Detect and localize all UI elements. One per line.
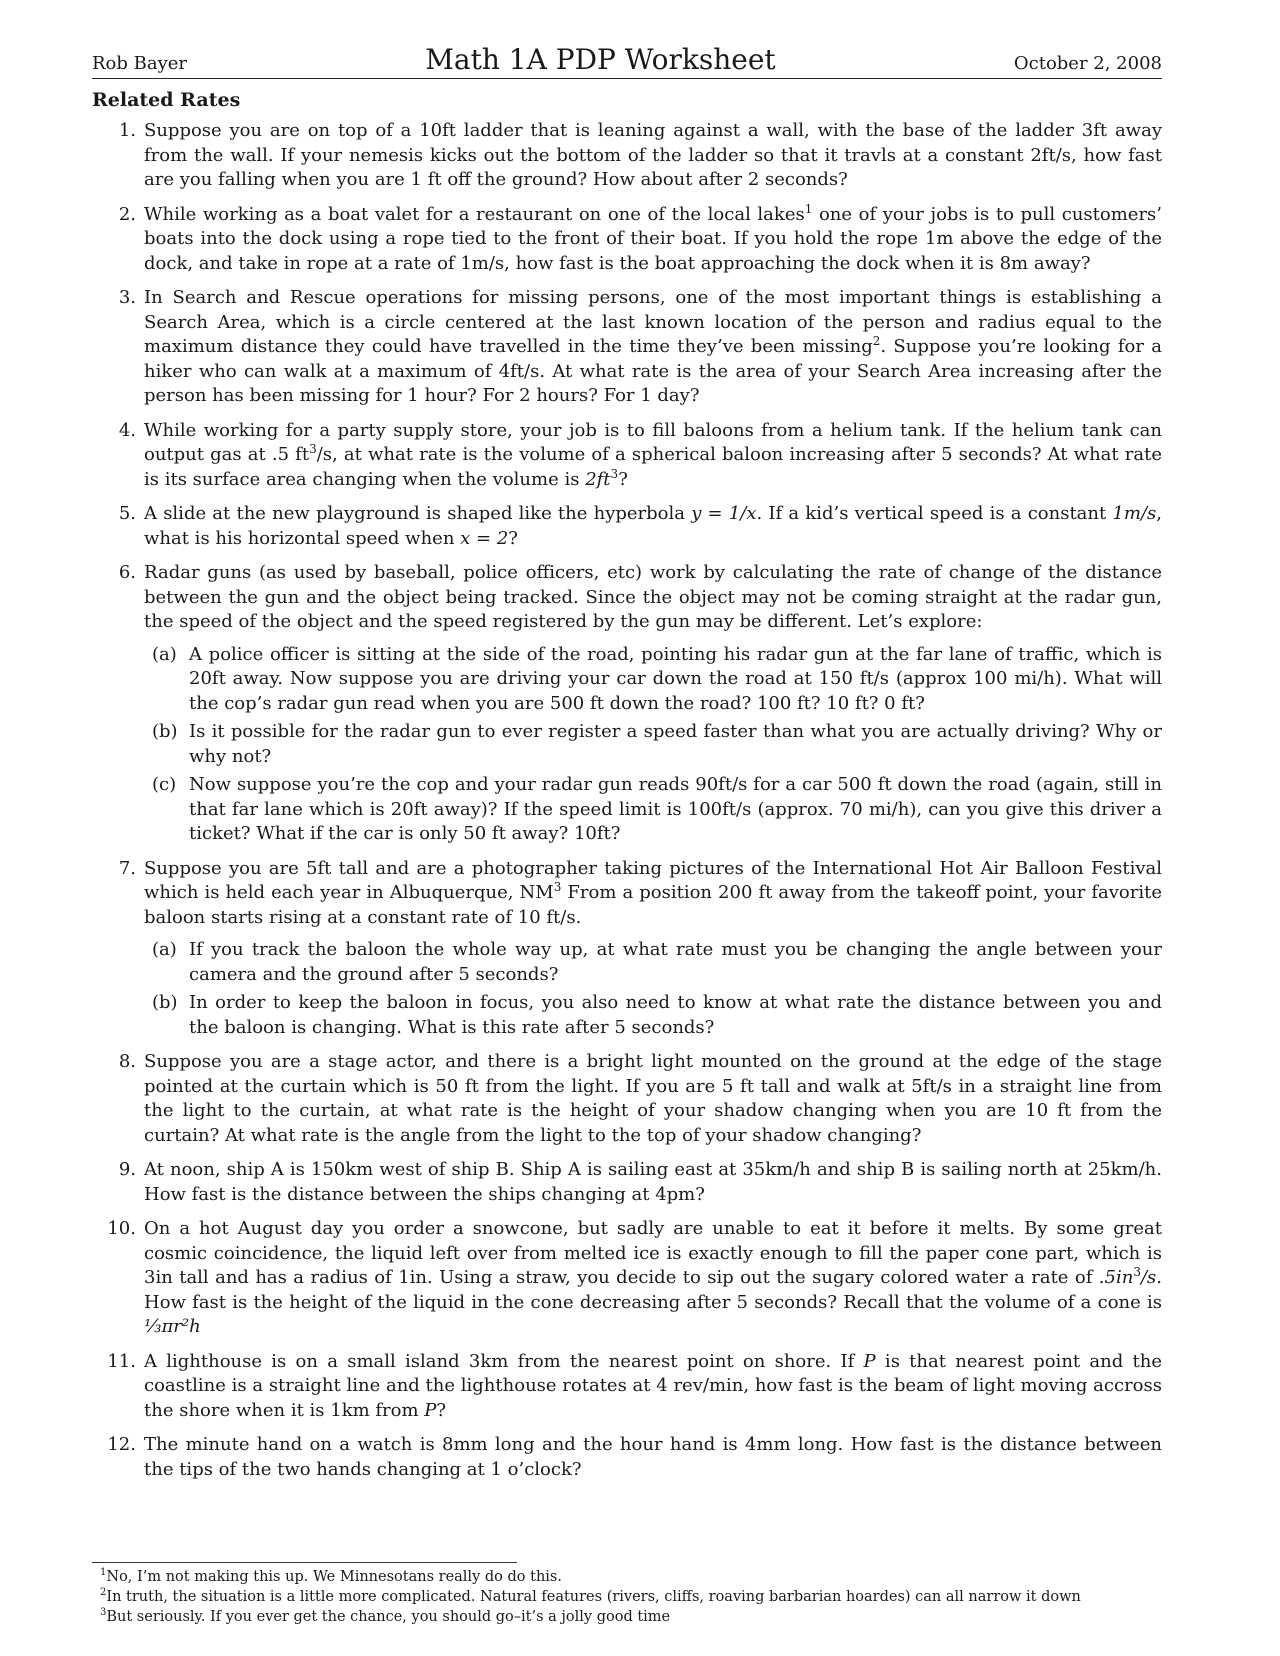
math-expression: x = 2 xyxy=(460,527,509,549)
subpart-text: Now suppose you’re the cop and your radar gun reads 90ft/s for a car 500 ft down the road (again, still in that far lane which is 20ft away)? If the speed limit is 100ft/s (approx. 70 mi/h), can you give this driver a ticket? What if the car is only 50 ft away? 10ft? xyxy=(189,774,1162,844)
problem-text: Radar guns (as used by baseball, police officers, etc) work by calculating the rate of change of the distance between the gun and the object being tracked. Since the object may not be coming straight at the radar gun, the speed of the object and the speed registered by the gun may be different. Let’s explore: xyxy=(144,562,1162,632)
problem-number: 5. xyxy=(118,503,136,524)
exponent: 3 xyxy=(309,442,317,456)
footnote-text: But seriously. If you ever get the chance, you should go–it’s a jolly good time xyxy=(106,1609,671,1625)
problem-text-cont: is that nearest point and the coastline is a straight line and the lighthouse rotates at 4 rev/min, how fast is the beam of light moving accross the shore when it is 1km from xyxy=(144,1350,1162,1421)
problem-text: While working for a party supply store, your job is to fill baloons from a helium tank. If the helium tank can output gas at .5 ft xyxy=(144,419,1162,465)
subpart-a xyxy=(144,643,1162,717)
math-expression: P xyxy=(424,1399,437,1421)
problem-number: 11. xyxy=(107,1350,136,1372)
subpart-c xyxy=(144,773,1162,847)
subpart-label: (a) xyxy=(152,643,177,665)
subpart-list xyxy=(144,643,1162,847)
problem-3 xyxy=(92,286,1162,409)
math-expression: /s xyxy=(1140,1267,1157,1288)
problem-5 xyxy=(92,502,1162,551)
problem-number: 8. xyxy=(118,1051,136,1072)
math-expression: 2ft xyxy=(585,468,611,490)
problem-12 xyxy=(92,1433,1162,1482)
cone-volume-formula: ⅓πr²h xyxy=(144,1316,201,1337)
problem-number: 6. xyxy=(118,562,136,583)
problem-number: 1. xyxy=(118,120,136,141)
problem-text: On a hot August day you order a snowcone, but sadly are unable to eat it before it melts. By some great cosmic coincidence, the liquid left over from melted ice is exactly enough to fill the paper cone part, which is 3in tall and has a radius of 1in. Using a straw, you decide to sip out the sugary colored water a rate of xyxy=(144,1218,1162,1288)
footnote-mark: 2 xyxy=(100,1587,107,1599)
subpart-label: (a) xyxy=(152,939,177,960)
footnote-mark: 1 xyxy=(100,1567,107,1579)
page-header xyxy=(92,38,1162,79)
footnote-text: In truth, the situation is a little more complicated. Natural features (rivers, cliffs, roaving barbarian hoardes) can all narrow it down xyxy=(106,1589,1081,1605)
problem-1 xyxy=(92,119,1162,193)
problem-text: At noon, ship A is 150km west of ship B. Ship A is sailing east at 35km/h and ship B is sailing north at 25km/h. How fast is the distance between the ships changing at 4pm? xyxy=(144,1159,1162,1205)
footnotes xyxy=(100,1567,1180,1627)
problem-text-cont: From a position 200 ft away from the takeoff point, your favorite baloon starts rising at a constant rate of 10 ft/s. xyxy=(144,882,1162,928)
problem-2 xyxy=(92,203,1162,277)
worksheet-title: Math 1A PDP Worksheet xyxy=(425,43,776,76)
problem-number: 9. xyxy=(118,1159,136,1180)
footnote-2 xyxy=(100,1587,1180,1607)
problem-text: The minute hand on a watch is 8mm long and the hour hand is 4mm long. How fast is the distance between the tips of the two hands changing at 1 o’clock? xyxy=(144,1434,1162,1480)
problem-text: A slide at the new playground is shaped like the hyperbola xyxy=(144,503,692,524)
problem-text: A lighthouse is on a small island 3km from the nearest point on shore. If xyxy=(144,1350,864,1372)
problem-text-cont: . Suppose you’re looking for a hiker who can walk at a maximum of 4ft/s. At what rate is the area of your Search Area increasing after the person has been missing for 1 hour? For 2 hours? For 1 day? xyxy=(144,336,1163,406)
worksheet-page xyxy=(92,38,1162,1492)
problem-8 xyxy=(92,1050,1162,1148)
problem-text: In Search and Rescue operations for missing persons, one of the most important things is establishing a Search Area, which is a circle centered at the last known location of the person and radius equal to the maximum distance they could have travelled in the time they’ve been missing xyxy=(144,287,1162,357)
problem-text-cont: , what is his horizontal speed when xyxy=(144,503,1162,549)
subpart-b xyxy=(144,720,1162,769)
problem-text-cont: . If a kid’s vertical speed is a constant xyxy=(756,503,1113,524)
problem-text: Suppose you are 5ft tall and are a photographer taking pictures of the International Hot Air Balloon Festival which is held each year in Albuquerque, NM xyxy=(144,857,1162,903)
footnote-ref: 1 xyxy=(804,201,813,216)
footnote-1 xyxy=(100,1567,1180,1587)
subpart-label: (b) xyxy=(152,721,178,742)
problem-number: 7. xyxy=(118,857,136,879)
problem-7 xyxy=(92,857,1162,1041)
problem-11 xyxy=(92,1350,1162,1424)
subpart-label: (c) xyxy=(152,774,177,795)
math-expression: .5in xyxy=(1098,1267,1134,1288)
problem-number: 2. xyxy=(118,203,136,225)
subpart-text: Is it possible for the radar gun to ever register a speed faster than what you are actually driving? Why or why not? xyxy=(189,721,1162,767)
subpart-text: A police officer is sitting at the side of the road, pointing his radar gun at the far lane of traffic, which is 20ft away. Now suppose you are driving your car down the road at 150 ft/s (approx 100 mi/h). What will the cop’s radar gun read when you are 500 ft down the road? 100 ft? 10 ft? 0 ft? xyxy=(189,643,1162,714)
problem-text: Suppose you are a stage actor, and there is a bright light mounted on the ground at the edge of the stage pointed at the curtain which is 50 ft from the light. If you are 5 ft tall and walk at 5ft/s in a straight line from the light to the curtain, at what rate is the height of your shadow changing when you are 10 ft from the curtain? At what rate is the angle from the light to the top of your shadow changing? xyxy=(144,1051,1162,1146)
section-title: Related Rates xyxy=(92,89,241,111)
author-name: Rob Bayer xyxy=(92,53,188,74)
problem-text-cont: one of your jobs is to pull customers’ boats into the dock using a rope tied to the front of their boat. If you hold the rope 1m above the edge of the dock, and take in rope at a rate of 1m/s, how fast is the boat approaching the dock when it is 8m away? xyxy=(144,203,1163,274)
math-expression: P xyxy=(863,1350,876,1372)
problem-text-cont: . How fast is the height of the liquid in the cone decreasing after 5 seconds? Recall that the volume of a cone is xyxy=(144,1267,1162,1313)
math-expression: 1m/s xyxy=(1112,503,1157,524)
problem-text-end: ? xyxy=(436,1399,447,1421)
problem-number: 4. xyxy=(118,419,136,441)
footnote-mark: 3 xyxy=(100,1607,107,1619)
footnote-ref: 2 xyxy=(872,334,881,348)
subpart-label: (b) xyxy=(152,992,178,1013)
problem-text-cont: /s, at what rate is the volume of a spherical baloon increasing after 5 seconds? At what rate is its surface area changing when the volume is xyxy=(144,444,1162,490)
footnote-ref: 3 xyxy=(553,880,562,894)
subpart-text: If you track the baloon the whole way up, at what rate must you be changing the angle between your camera and the ground after 5 seconds? xyxy=(189,939,1162,985)
subpart-text: In order to keep the baloon in focus, you also need to know at what rate the distance between you and the baloon is changing. What is this rate after 5 seconds? xyxy=(189,992,1162,1038)
subpart-a xyxy=(144,938,1162,987)
math-expression: y = 1/x xyxy=(691,503,757,524)
problem-6 xyxy=(92,561,1162,847)
footnote-text: No, I’m not making this up. We Minnesotans really do do this. xyxy=(106,1569,562,1585)
problem-text-end: ? xyxy=(508,527,518,549)
problem-text: Suppose you are on top of a 10ft ladder that is leaning against a wall, with the base of the ladder 3ft away from the wall. If your nemesis kicks out the bottom of the ladder so that it travls at a constant 2ft/s, how fast are you falling when you are 1 ft off the ground? How about after 2 seconds? xyxy=(144,120,1162,190)
problem-text-end: ? xyxy=(618,468,628,490)
problem-list xyxy=(92,119,1162,1482)
problem-9 xyxy=(92,1158,1162,1207)
problem-10 xyxy=(92,1217,1162,1340)
worksheet-date: October 2, 2008 xyxy=(1013,53,1162,74)
footnote-3 xyxy=(100,1607,1180,1627)
exponent: 3 xyxy=(1133,1265,1141,1279)
footnote-rule xyxy=(92,1562,517,1563)
problem-number: 12. xyxy=(107,1434,136,1455)
problem-number: 3. xyxy=(118,287,136,308)
subpart-list xyxy=(144,938,1162,1040)
problem-text: While working as a boat valet for a restaurant on one of the local lakes xyxy=(144,203,805,225)
subpart-b xyxy=(144,991,1162,1040)
exponent: 3 xyxy=(610,466,619,481)
problem-number: 10. xyxy=(107,1218,136,1239)
problem-4 xyxy=(92,419,1162,493)
